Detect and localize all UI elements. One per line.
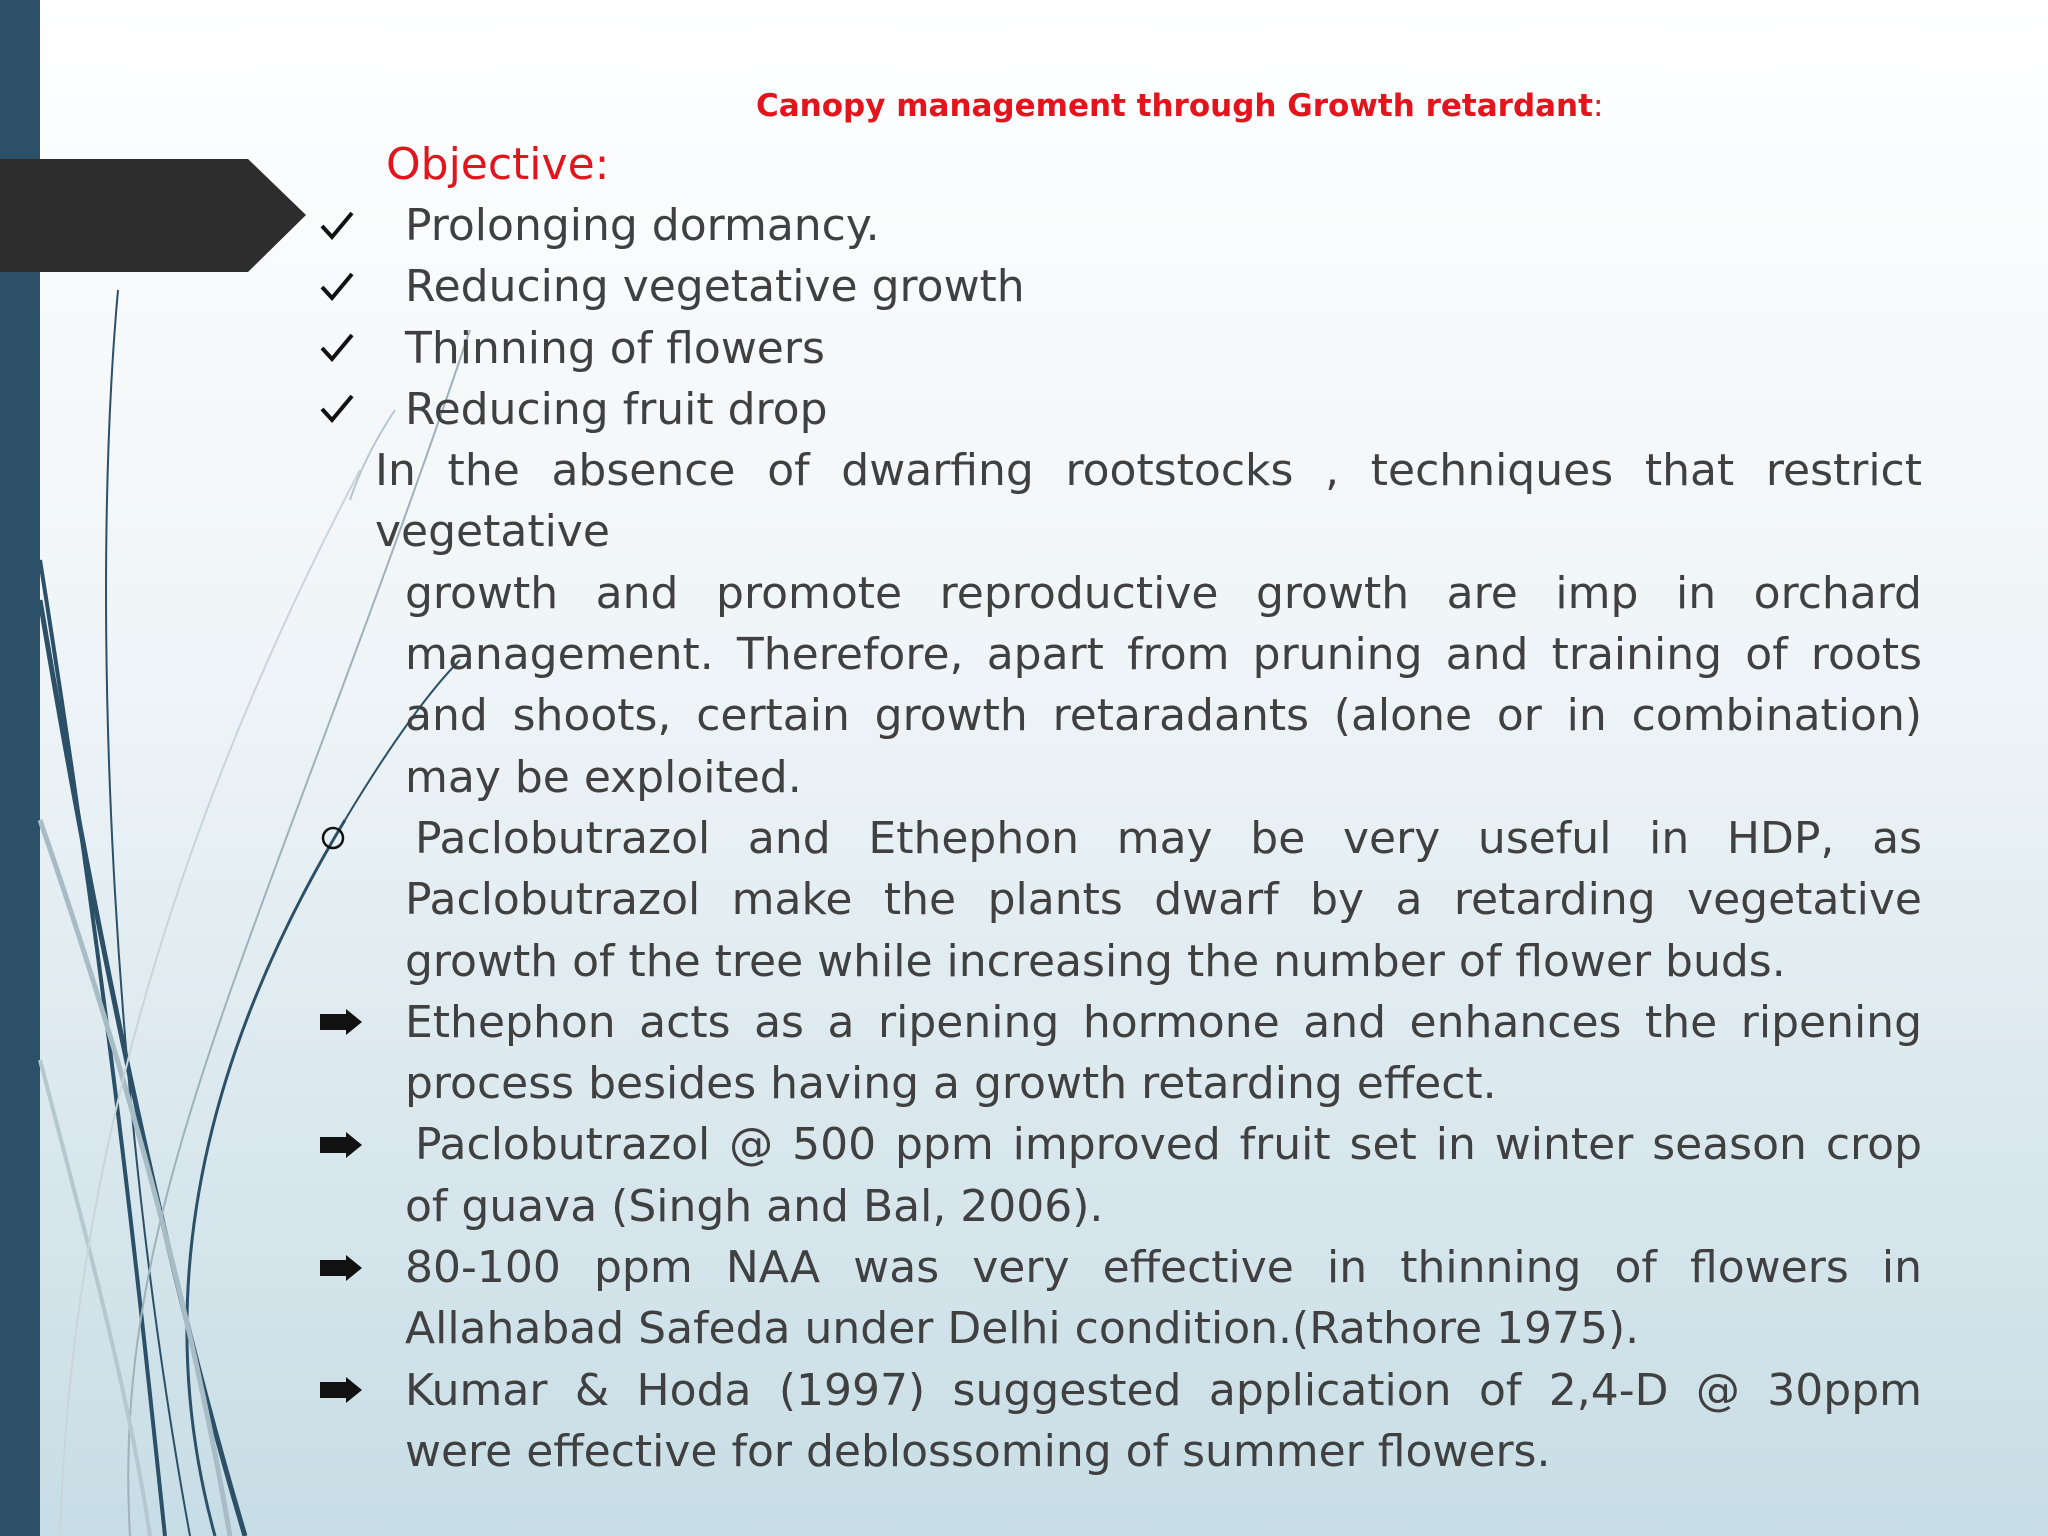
circle-point: Paclobutrazol and Ethephon may be very useful in HDP, as Paclobutrazol make the plants dwarf by a retarding vegetative growth of the tree while increasing the number of flower buds.	[320, 808, 1922, 992]
arrow-point: Paclobutrazol @ 500 ppm improved fruit set in winter season crop of guava (Singh and Bal, 2006).	[320, 1114, 1922, 1237]
intro-first-line: In the absence of dwarfing rootstocks , techniques that restrict vegetative	[375, 445, 1922, 558]
objective-item: Reducing vegetative growth	[320, 256, 1922, 317]
checkmark-icon	[320, 195, 390, 256]
objective-item: Prolonging dormancy.	[320, 195, 1922, 256]
intro-rest: growth and promote reproductive growth are imp in orchard management. Therefore, apart from pruning and training of roots and shoots, certain growth retaradants (alone or in combination) may be exploited.	[405, 567, 1922, 803]
objective-item: Thinning of flowers	[320, 318, 1922, 379]
checkmark-icon	[320, 379, 390, 440]
arrow-right-icon	[320, 992, 390, 1053]
arrow-point: 80-100 ppm NAA was very effective in thinning of flowers in Allahabad Safeda under Delhi condition.(Rathore 1975).	[320, 1237, 1922, 1360]
arrow-point: Ethephon acts as a ripening hormone and enhances the ripening process besides having a growth retarding effect.	[320, 992, 1922, 1115]
slide-title: Canopy management through Growth retardant:	[756, 88, 1604, 124]
intro-paragraph	[320, 440, 1922, 808]
objective-heading: Objective:	[386, 139, 610, 190]
checkmark-icon	[320, 318, 390, 379]
arrow-right-icon	[320, 1360, 390, 1421]
circle-icon	[320, 808, 390, 869]
objective-item: Reducing fruit drop	[320, 379, 1922, 440]
content-list	[320, 195, 1922, 1482]
arrow-right-icon	[320, 1114, 390, 1175]
arrow-point: Kumar & Hoda (1997) suggested application of 2,4-D @ 30ppm were effective for deblossoming of summer flowers.	[320, 1360, 1922, 1483]
arrow-right-icon	[320, 1237, 390, 1298]
arrow-tab-shape	[0, 159, 306, 272]
checkmark-icon	[320, 256, 390, 317]
